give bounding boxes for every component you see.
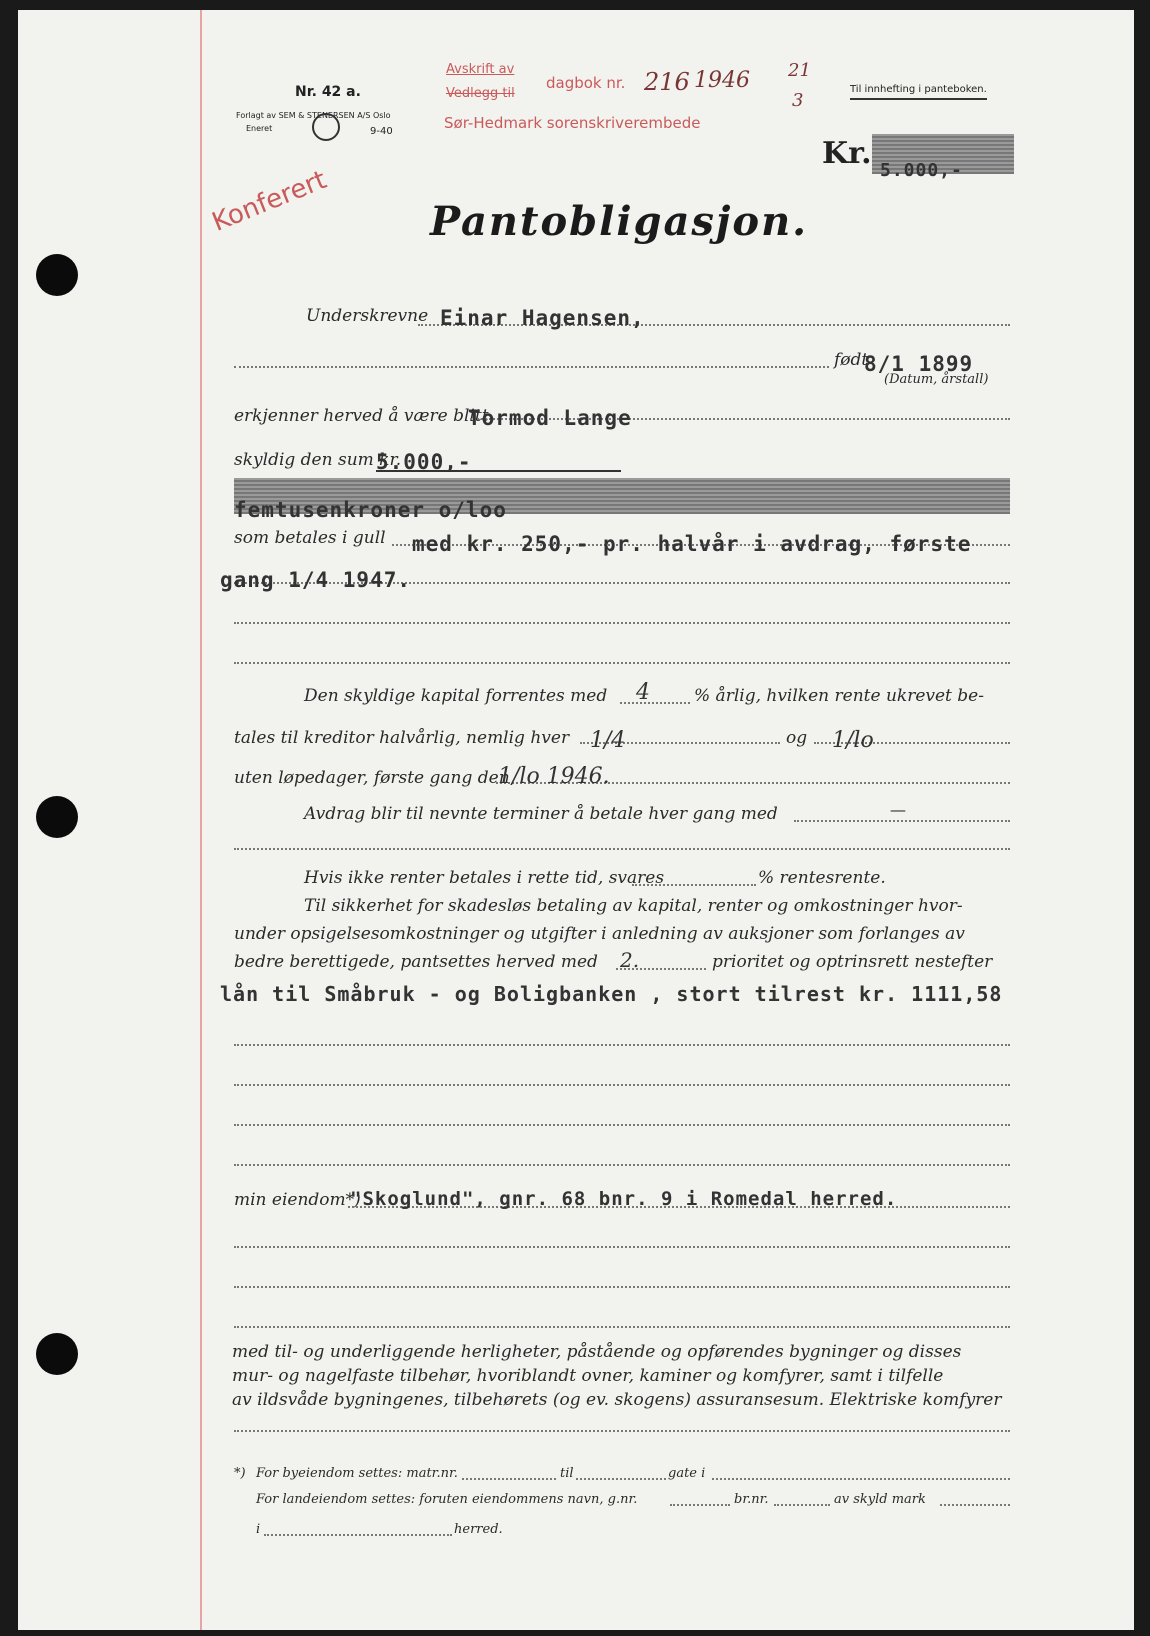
footnote-mark: *) <box>234 1466 246 1481</box>
property-value: "Skoglund", gnr. 68 bnr. 9 i Romedal herred. <box>350 1188 898 1210</box>
property-label: min eiendom*) <box>234 1190 361 1210</box>
dotted-line <box>234 1164 1010 1166</box>
dotted-line <box>234 662 1010 664</box>
dotted-line <box>234 1286 1010 1288</box>
dotted-line <box>234 1430 1010 1432</box>
dotted-line <box>234 1124 1010 1126</box>
birth-date: 8/1 1899 <box>864 352 974 376</box>
closing-line-2: mur- og nagelfaste tilbehør, hvoriblandt ovner, kaminer og komfyrer, samt i tilfelle <box>232 1366 944 1386</box>
payment-terms-line2: gang 1/4 1947. <box>220 568 412 592</box>
amount-value: 5.000,- <box>880 160 963 181</box>
security-line-1: Til sikkerhet for skadesløs betaling av kapital, renter og omkostninger hvor- <box>304 896 963 916</box>
document-title: Pantobligasjon. <box>430 198 809 245</box>
installments-value: — <box>890 800 906 819</box>
footnote-rural-label: For landeiendom settes: foruten eiendommens navn, g.nr. <box>256 1492 638 1507</box>
stamp-copy-of: Avskrift av <box>446 62 515 77</box>
footnote-herred: herred. <box>454 1522 503 1537</box>
punch-hole <box>36 796 78 838</box>
payment-label: som betales i gull <box>234 528 386 548</box>
and-label: og <box>786 728 808 748</box>
journal-year: 1946 <box>694 68 750 93</box>
dotted-line <box>264 1534 452 1536</box>
dotted-line <box>234 848 1010 850</box>
dotted-line <box>940 1504 1010 1506</box>
interest-rate: 4 <box>636 680 650 705</box>
margin-rule <box>200 10 202 1630</box>
journal-number: 216 <box>644 68 690 96</box>
footnote-rural-skyld: av skyld mark <box>834 1492 926 1507</box>
dotted-line <box>576 1478 666 1480</box>
dotted-line <box>774 1504 830 1506</box>
footnote-rural-br: br.nr. <box>734 1492 769 1507</box>
sum-words: femtusenkroner o/loo <box>234 498 507 522</box>
publisher-logo <box>312 113 340 141</box>
term-1: 1/4 <box>590 728 626 753</box>
date-month: 3 <box>792 90 804 111</box>
footnote-i: i <box>256 1522 261 1537</box>
security-line-2: under opsigelsesomkostninger og utgifter i anledning av auksjoner som forlanges av <box>234 924 965 944</box>
punch-hole <box>36 254 78 296</box>
edition: 9-40 <box>370 126 393 137</box>
date-day: 21 <box>788 60 811 81</box>
dotted-line <box>234 1326 1010 1328</box>
term-2: 1/lo <box>832 728 874 753</box>
dotted-line <box>670 1504 730 1506</box>
dotted-line <box>234 1044 1010 1046</box>
closing-line-1: med til- og underliggende herligheter, påstående og opførendes bygninger og disses <box>232 1342 962 1362</box>
prior-loan: lån til Småbruk - og Boligbanken , stort tilrest kr. 1111,58 <box>220 982 1003 1006</box>
interest-terms: % årlig, hvilken rente ukrevet be- <box>694 686 984 706</box>
interest-label: Den skyldige kapital forrentes med <box>304 686 608 706</box>
kr-label: Kr. <box>822 136 872 171</box>
dotted-line <box>234 1084 1010 1086</box>
exclusive-label: Eneret <box>246 124 273 133</box>
footnote-city-gate: gate i <box>668 1466 706 1481</box>
stamp-attachment: Vedlegg til <box>446 86 515 101</box>
stamp-register: dagbok nr. <box>546 74 626 92</box>
first-time-label: uten løpedager, første gang den <box>234 768 510 788</box>
dotted-line <box>234 622 1010 624</box>
dotted-line <box>620 702 690 704</box>
born-hint: (Datum, årstall) <box>884 372 989 387</box>
dotted-line <box>234 366 829 368</box>
closing-line-3: av ildsvåde bygningenes, tilbehørets (og ev. skogens) assuransesum. Elektriske komfyrer <box>232 1390 1002 1410</box>
publisher: Forlagt av SEM & STENERSEN A/S Oslo <box>236 111 391 120</box>
stamp-office: Sør-Hedmark sorenskriverembede <box>444 114 701 132</box>
owes-label: skyldig den sum kr. <box>234 450 402 470</box>
dotted-line <box>462 1478 556 1480</box>
form-number: Nr. 42 a. <box>295 84 361 100</box>
security-line-3-end: prioritet og optrinsrett nestefter <box>712 952 993 972</box>
konferert-stamp: Konferert <box>208 164 331 238</box>
installments-label: Avdrag blir til nevnte terminer å betale hver gang med <box>304 804 778 824</box>
late-interest-label: Hvis ikke renter betales i rette tid, svares <box>304 868 665 888</box>
punch-hole <box>36 1333 78 1375</box>
footnote-city-til: til <box>560 1466 574 1481</box>
late-interest-suffix: % rentesrente. <box>758 868 886 888</box>
sum-value: 5.000,- <box>376 450 472 474</box>
binding-note: Til innhefting i panteboken. <box>850 84 987 100</box>
payable-label: tales til kreditor halvårlig, nemlig hver <box>234 728 570 748</box>
payment-terms-line1: med kr. 250,- pr. halvår i avdrag, første <box>412 532 972 556</box>
dotted-line <box>234 1246 1010 1248</box>
footnote-city-label: For byeiendom settes: matr.nr. <box>256 1466 458 1481</box>
debtor-name: Einar Hagensen, <box>440 306 645 330</box>
creditor-name: Tormod Lange <box>468 406 632 430</box>
undersigned-label: Underskrevne <box>306 306 429 326</box>
security-line-3: bedre berettigede, pantsettes herved med <box>234 952 598 972</box>
first-payment-date: 1/lo 1946. <box>498 764 610 789</box>
dotted-line <box>794 820 1010 822</box>
dotted-line <box>632 884 756 886</box>
priority-value: 2. <box>620 948 640 972</box>
dotted-line <box>712 1478 1010 1480</box>
acknowledge-label: erkjenner herved å være blitt <box>234 406 489 426</box>
born-label: født <box>834 350 869 370</box>
